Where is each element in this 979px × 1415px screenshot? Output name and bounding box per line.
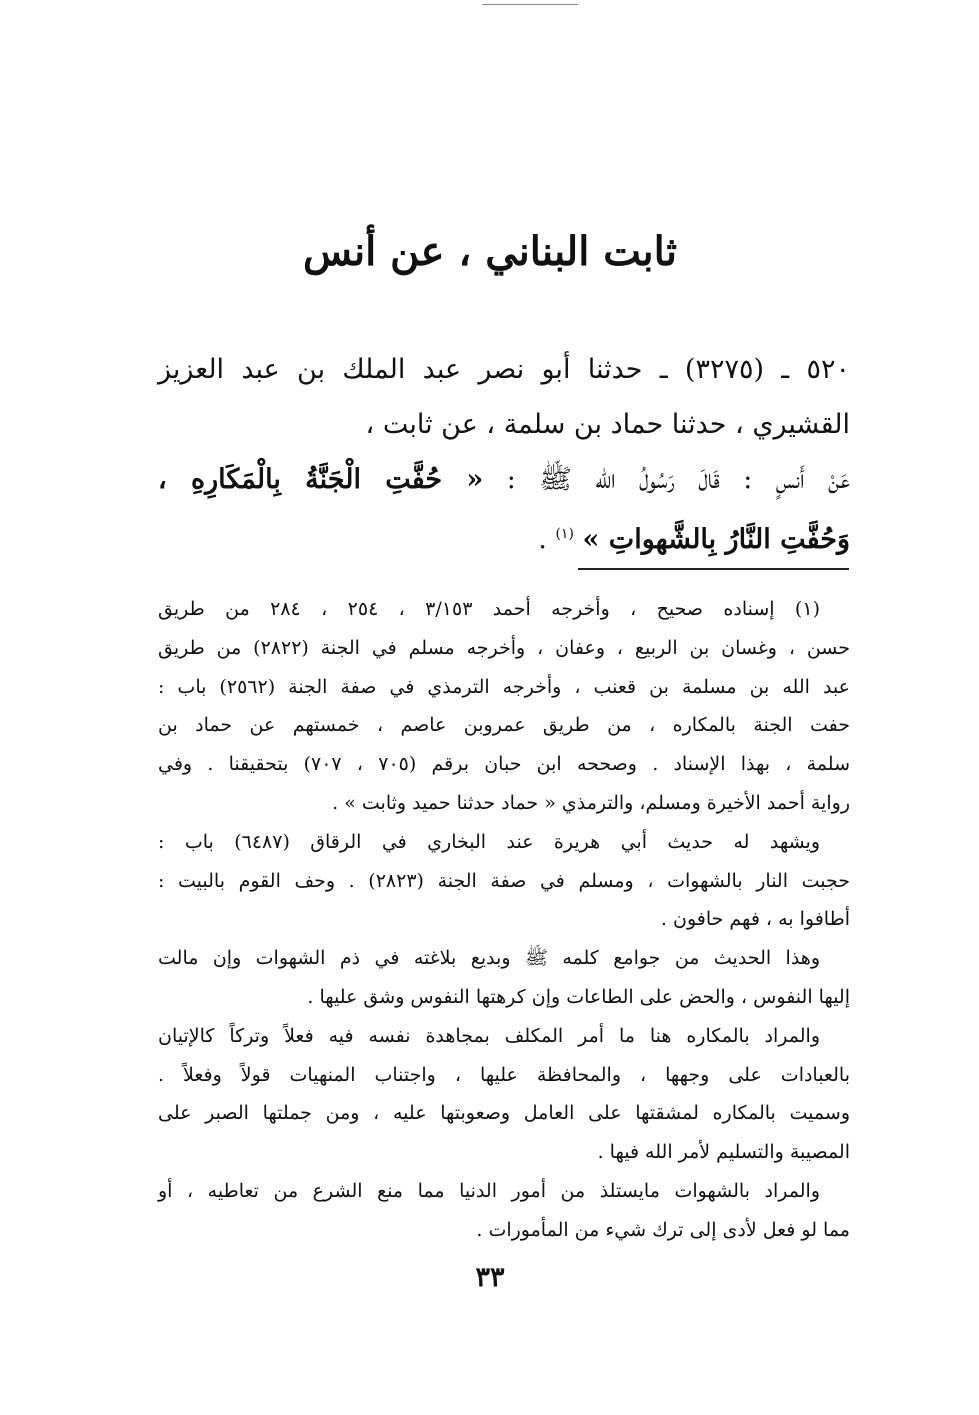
footnote-line: وسميت بالمكاره لمشقتها على العامل وصعوبتها عليه ، ومن جملتها الصبر على: [158, 1102, 850, 1125]
footnote-separator: [578, 568, 849, 570]
footnote-line: والمراد بالمكاره هنا ما أمر المكلف بمجاهدة نفسه فيه فعلاً وتركاً كالإتيان: [158, 1024, 820, 1047]
footnote-line: بالعبادات على وجهها ، والمحافظة عليها ، واجتناب المنهيات قولاً وفعلاً .: [158, 1063, 850, 1086]
hadith-line: القشيري ، حدثنا حماد بن سلمة ، عن ثابت ،: [365, 409, 850, 440]
footnote-line: عبد الله بن مسلمة بن قعنب ، وأخرجه الترمذي في صفة الجنة (٢٥٦٢) باب :: [158, 675, 850, 698]
footnote-ref[interactable]: (١): [555, 526, 574, 542]
hadith-line: [158, 507, 850, 567]
footnote-line: حفت الجنة بالمكاره ، من طريق عمروبن عاصم ، خمستهم عن حماد بن: [158, 714, 850, 737]
hadith-line: ٥٢٠ ـ (٣٢٧٥) ـ حدثنا أبو نصر عبد الملك بن عبد العزيز: [158, 354, 850, 385]
footnote-line: مما لو فعل لأدى إلى ترك شيء من المأمورات .: [476, 1218, 850, 1241]
hadith-text: [158, 342, 850, 567]
hadith-line: [158, 452, 850, 507]
page-number: ٣٣: [475, 1262, 505, 1293]
hadith-saying: وَحُفَّتِ النَّارُ بِالشَّهواتِ »: [582, 524, 850, 555]
hadith-narration: عَنْ أَنسٍ : قَالَ رَسُولُ الله ﷺ :: [506, 464, 850, 495]
footnote-line: ويشهد له حديث أبي هريرة عند البخاري في الرقاق (٦٤٨٧) باب :: [158, 830, 820, 853]
footnote-line: أطافوا به ، فهم حافون .: [660, 908, 850, 931]
footnote-line: المصيبة والتسليم لأمر الله فيها .: [597, 1141, 850, 1164]
header-rule: [482, 4, 578, 5]
hadith-end-mark: .: [538, 524, 556, 555]
footnote-line: حسن ، وغسان بن الربيع ، وعفان ، وأخرجه مسلم في الجنة (٢٨٢٢) من طريق: [158, 636, 850, 659]
hadith-saying: « حُفَّتِ الْجَنَّةُ بِالْمَكَارِهِ ،: [158, 464, 484, 495]
footnote-line: سلمة ، بهذا الإسناد . وصححه ابن حبان برقم (٧٠٥ ، ٧٠٧) بتحقيقنا . وفي: [158, 753, 850, 776]
footnote-line: (١) إسناده صحيح ، وأخرجه أحمد ٣/١٥٣ ، ٢٥٤ ، ٢٨٤ من طريق: [158, 598, 820, 620]
footnote-line: والمراد بالشهوات مايستلذ من أمور الدنيا مما منع الشرع من تعاطيه ، أو: [158, 1179, 820, 1202]
footnote-line: رواية أحمد الأخيرة ومسلم، والترمذي « حماد حدثنا حميد وثابت » .: [332, 791, 850, 814]
chapter-title: ثابت البناني ، عن أنس: [302, 228, 677, 275]
footnote-line: حجبت النار بالشهوات ، ومسلم في صفة الجنة (٢٨٢٣) . وحف القوم بالبيت :: [158, 869, 850, 892]
footnote-line: إليها النفوس ، والحض على الطاعات وإن كرهتها النفوس وشق عليها .: [307, 985, 850, 1008]
footnotes: [158, 590, 850, 1250]
footnote-line: وهذا الحديث من جوامع كلمه ﷺ وبديع بلاغته في ذم الشهوات وإن مالت: [158, 947, 820, 970]
